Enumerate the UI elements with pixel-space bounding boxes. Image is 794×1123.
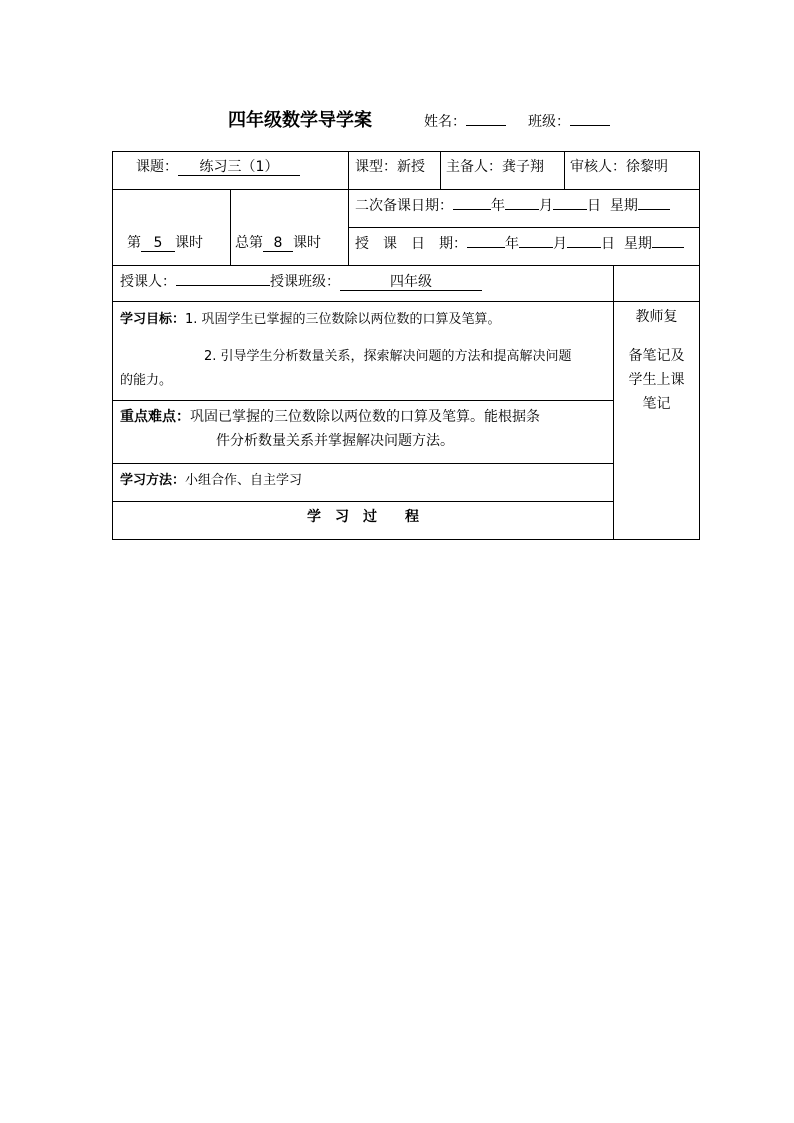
lesson-label: 课题： xyxy=(136,159,178,175)
lesson-type: 课型：新授 xyxy=(355,159,425,175)
teacher-label: 授课人： xyxy=(120,274,176,290)
session-prefix: 第 xyxy=(127,235,141,251)
total-value[interactable]: 8 xyxy=(263,236,293,252)
weekday-label: 星期 xyxy=(609,198,638,214)
side-note-3: 学生上课 xyxy=(628,372,685,388)
class-field[interactable] xyxy=(528,110,610,131)
key-line-1: 巩固已掌握的三位数除以两位数的口算及笔算。能根据条 xyxy=(190,409,540,425)
lesson-value[interactable]: 练习三（1） xyxy=(178,160,300,176)
total-session xyxy=(235,232,321,252)
second-prep-date xyxy=(355,194,670,215)
lesson-topic xyxy=(136,156,300,176)
method-label: 学习方法： xyxy=(120,473,186,488)
session-number xyxy=(127,232,203,252)
key-label: 重点难点： xyxy=(120,409,190,425)
day-label: 日 xyxy=(587,198,601,214)
teacher-row xyxy=(120,270,482,291)
session-suffix: 课时 xyxy=(175,235,203,251)
process-title: 学 习 过 程 xyxy=(307,509,419,525)
session-value[interactable]: 5 xyxy=(141,236,175,252)
second-weekday-blank[interactable] xyxy=(638,194,670,210)
side-note-4: 笔记 xyxy=(642,396,671,412)
second-day-blank[interactable] xyxy=(553,194,587,210)
goals-line-1 xyxy=(120,308,501,327)
side-note-2: 备笔记及 xyxy=(628,348,685,364)
second-month-blank[interactable] xyxy=(505,194,539,210)
learning-method xyxy=(120,469,302,488)
page-title: 四年级数学导学案 xyxy=(228,110,372,131)
class-taught-value[interactable]: 四年级 xyxy=(340,275,482,291)
month-label: 月 xyxy=(539,198,553,214)
key-points xyxy=(120,406,540,426)
key-line-2: 件分析数量关系并掌握解决问题方法。 xyxy=(216,433,454,449)
teach-date-label: 授 课 日 期： xyxy=(355,236,467,252)
goals-label: 学习目标： xyxy=(120,312,186,327)
year-label: 年 xyxy=(491,198,505,214)
goal-1: 1. 巩固学生已掌握的三位数除以两位数的口算及笔算。 xyxy=(185,312,501,327)
second-prep-label: 二次备课日期： xyxy=(355,198,453,214)
teach-weekday-blank[interactable] xyxy=(652,232,684,248)
second-year-blank[interactable] xyxy=(453,194,491,210)
preparer: 主备人：龚子翔 xyxy=(446,159,544,175)
day-label: 日 xyxy=(601,236,615,252)
side-note-1: 教师复 xyxy=(635,309,678,325)
teach-day-blank[interactable] xyxy=(567,232,601,248)
total-suffix: 课时 xyxy=(293,235,321,251)
name-label: 姓名： xyxy=(424,114,466,130)
class-label: 班级： xyxy=(528,114,570,130)
goal-2: 2. 引导学生分析数量关系，探索解决问题的方法和提高解决问题 xyxy=(204,349,572,364)
reviewer: 审核人：徐黎明 xyxy=(570,159,668,175)
class-taught-label: 授课班级： xyxy=(270,274,340,290)
total-prefix: 总第 xyxy=(235,235,263,251)
teach-month-blank[interactable] xyxy=(519,232,553,248)
year-label: 年 xyxy=(505,236,519,252)
teacher-blank[interactable] xyxy=(176,270,270,286)
month-label: 月 xyxy=(553,236,567,252)
weekday-label: 星期 xyxy=(623,236,652,252)
class-blank[interactable] xyxy=(570,110,610,126)
goal-2-cont: 的能力。 xyxy=(120,373,173,388)
method-value: 小组合作、自主学习 xyxy=(185,473,303,488)
teach-year-blank[interactable] xyxy=(467,232,505,248)
name-blank[interactable] xyxy=(466,110,506,126)
name-field[interactable] xyxy=(424,110,506,131)
teach-date xyxy=(355,232,684,253)
